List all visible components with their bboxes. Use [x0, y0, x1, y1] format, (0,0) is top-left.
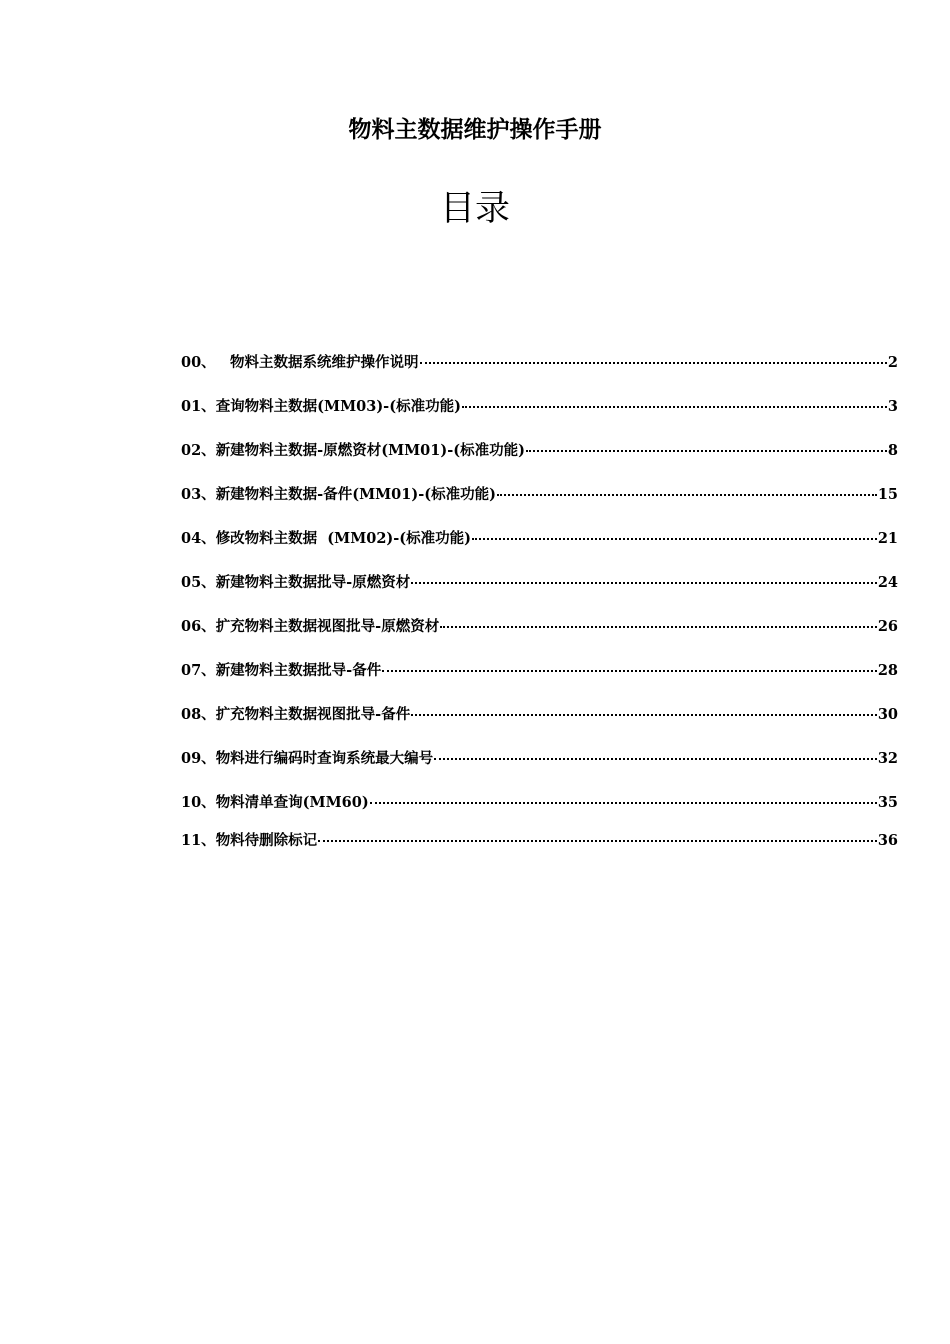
- toc-dot-leader: [440, 626, 877, 628]
- toc-dot-leader: [497, 494, 877, 496]
- toc-dot-leader: [370, 802, 877, 804]
- toc-entry-title: 新建物料主数据批导-原燃资材: [215, 574, 411, 591]
- toc-entry-number: 04、: [181, 530, 216, 547]
- toc-entry-title: 新建物料主数据-备件(MM01)-(标准功能): [215, 486, 496, 503]
- toc-dot-leader: [318, 840, 877, 842]
- toc-entry-11[interactable]: [181, 830, 898, 852]
- toc-entry-page: 32: [877, 750, 898, 767]
- toc-entry-page: 3: [887, 398, 898, 415]
- toc-entry-01[interactable]: [181, 396, 898, 418]
- toc-entry-09[interactable]: [181, 748, 898, 770]
- toc-entry-number: 02、: [181, 442, 216, 459]
- toc-dot-leader: [526, 450, 887, 452]
- toc-entry-page: 30: [877, 706, 898, 723]
- toc-dot-leader: [382, 670, 877, 672]
- toc-entry-page: 15: [877, 486, 898, 503]
- toc-dot-leader: [434, 758, 877, 760]
- toc-dot-leader: [420, 362, 887, 364]
- toc-entry-08[interactable]: [181, 704, 898, 726]
- toc-entry-page: 28: [877, 662, 898, 679]
- toc-entry-title: 新建物料主数据批导-备件: [215, 662, 382, 679]
- toc-entry-10[interactable]: [181, 792, 898, 814]
- toc-dot-leader: [411, 714, 877, 716]
- toc-entry-page: 8: [887, 442, 898, 459]
- document-title: 物料主数据维护操作手册: [348, 117, 602, 143]
- toc-entry-number: 09、: [181, 750, 216, 767]
- toc-entry-title: 物料进行编码时查询系统最大编号: [215, 750, 434, 767]
- toc-entry-05[interactable]: [181, 572, 898, 594]
- toc-entry-number: 10、: [181, 794, 216, 811]
- toc-entry-number: 03、: [181, 486, 216, 503]
- toc-entry-title: 物料主数据系统维护操作说明: [230, 354, 419, 371]
- toc-entry-04[interactable]: [181, 528, 898, 550]
- toc-heading: 目录: [439, 189, 510, 229]
- toc-entry-page: 26: [877, 618, 898, 635]
- toc-entry-number: 00、: [181, 354, 216, 371]
- toc-dot-leader: [462, 406, 887, 408]
- toc-entry-title: 修改物料主数据 (MM02)-(标准功能): [215, 530, 472, 547]
- toc-entry-page: 2: [887, 354, 898, 371]
- toc-entry-07[interactable]: [181, 660, 898, 682]
- toc-entry-title: 新建物料主数据-原燃资材(MM01)-(标准功能): [215, 442, 525, 459]
- toc-entry-title: 物料待删除标记: [215, 832, 318, 849]
- toc-entry-00[interactable]: [181, 352, 898, 374]
- toc-entry-number: 05、: [181, 574, 216, 591]
- toc-entry-number: 01、: [181, 398, 216, 415]
- toc-entry-number: 07、: [181, 662, 216, 679]
- toc-entry-number: 08、: [181, 706, 216, 723]
- toc-entry-02[interactable]: [181, 440, 898, 462]
- toc-entry-title: 扩充物料主数据视图批导-原燃资材: [215, 618, 440, 635]
- toc-entry-title: 查询物料主数据(MM03)-(标准功能): [215, 398, 461, 415]
- toc-entry-number: 11、: [181, 832, 216, 849]
- toc-entry-06[interactable]: [181, 616, 898, 638]
- toc-dot-leader: [411, 582, 877, 584]
- toc-entry-title: 物料清单查询(MM60): [215, 794, 369, 811]
- toc-entry-title: 扩充物料主数据视图批导-备件: [215, 706, 411, 723]
- toc-entry-page: 35: [877, 794, 898, 811]
- toc-dot-leader: [472, 538, 877, 540]
- toc-entry-page: 21: [877, 530, 898, 547]
- toc-entry-page: 24: [877, 574, 898, 591]
- toc-entry-page: 36: [877, 832, 898, 849]
- toc-entry-03[interactable]: [181, 484, 898, 506]
- toc-entry-number: 06、: [181, 618, 216, 635]
